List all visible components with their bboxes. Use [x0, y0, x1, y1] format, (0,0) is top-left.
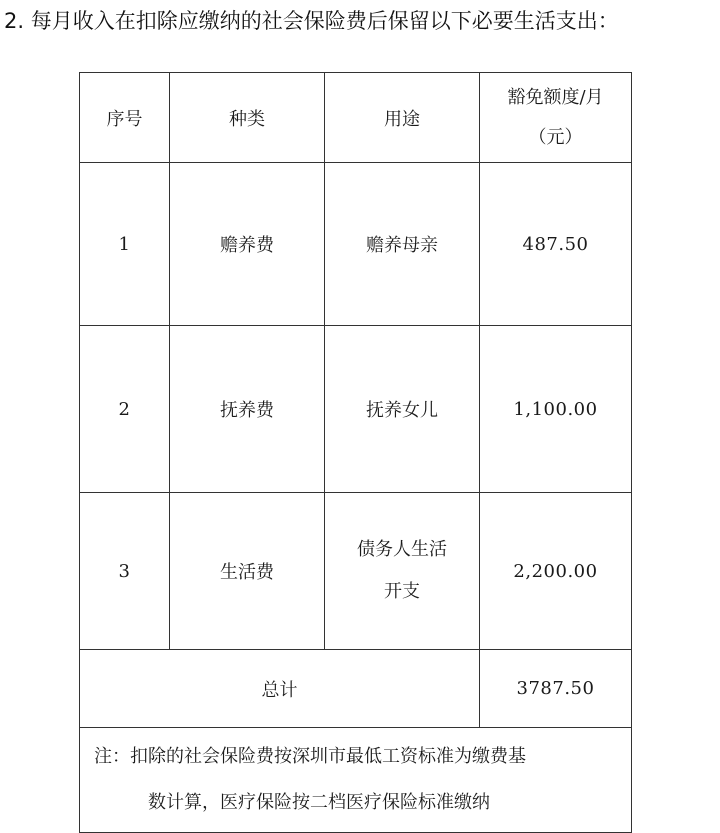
table-header-row [80, 73, 632, 163]
row-amount: 1,100.00 [480, 326, 632, 493]
row-category: 生活费 [170, 493, 325, 650]
header-index: 序号 [80, 73, 170, 163]
row-category: 抚养费 [170, 326, 325, 493]
table-row [80, 493, 632, 650]
section-heading: 2. 每月收入在扣除应缴纳的社会保险费后保留以下必要生活支出： [4, 9, 619, 33]
header-amount-line2: （元） [528, 126, 583, 148]
row-amount: 2,200.00 [480, 493, 632, 650]
note-cell [80, 728, 632, 833]
header-category: 种类 [170, 73, 325, 163]
row-amount: 487.50 [480, 163, 632, 326]
table-row [80, 326, 632, 493]
total-row [80, 650, 632, 728]
row-purpose-line2: 开支 [384, 581, 420, 602]
total-value: 3787.50 [480, 650, 632, 728]
header-purpose: 用途 [325, 73, 480, 163]
total-label: 总计 [80, 650, 480, 728]
row-purpose [325, 493, 480, 650]
row-category: 赡养费 [170, 163, 325, 326]
row-purpose-line1: 债务人生活 [357, 539, 447, 560]
row-index: 2 [80, 326, 170, 493]
table-row [80, 163, 632, 326]
row-index: 3 [80, 493, 170, 650]
header-amount-line1: 豁免额度/月 [507, 86, 604, 108]
row-index: 1 [80, 163, 170, 326]
row-purpose: 抚养女儿 [325, 326, 480, 493]
note-row [80, 728, 632, 833]
note-line2: 数计算，医疗保险按二档医疗保险标准缴纳 [148, 792, 490, 813]
row-purpose: 赡养母亲 [325, 163, 480, 326]
note-line1: 注：扣除的社会保险费按深圳市最低工资标准为缴费基 [94, 746, 526, 767]
expense-table [79, 72, 632, 833]
header-amount [480, 73, 632, 163]
